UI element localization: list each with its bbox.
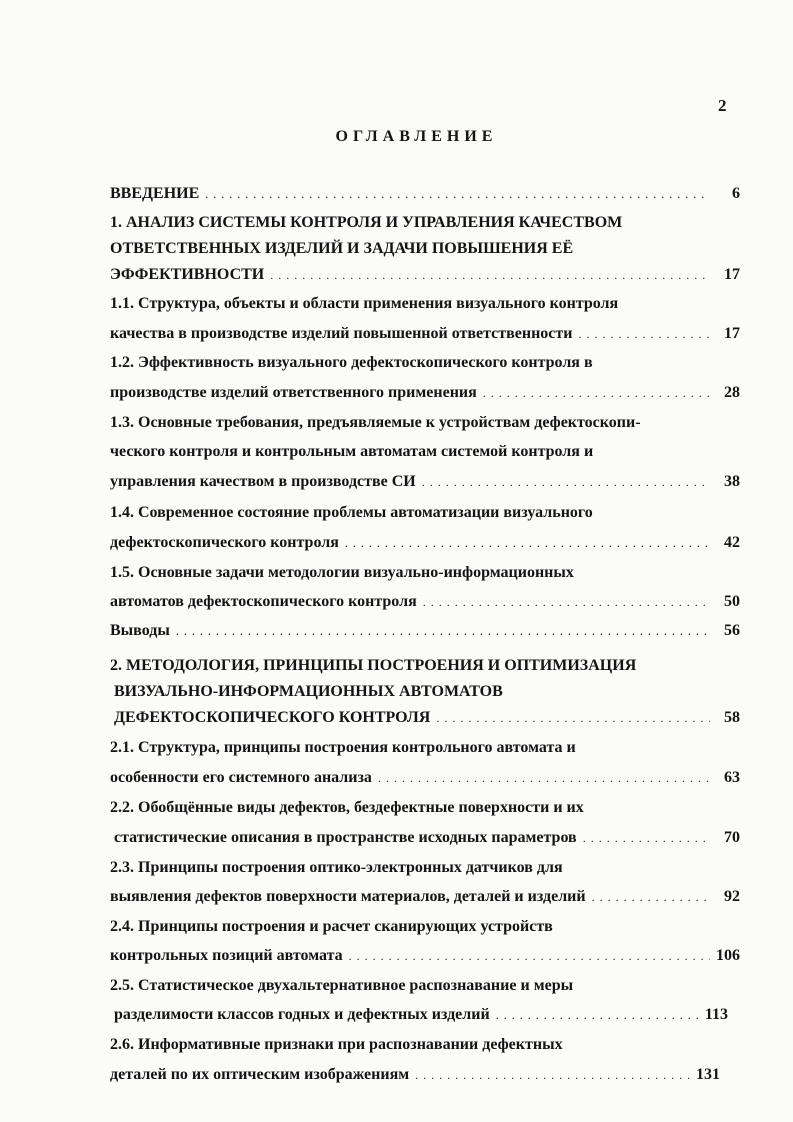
- dot-leader: [592, 886, 710, 908]
- toc-entry-2-4[interactable]: [110, 945, 740, 967]
- toc-entry-1-1[interactable]: [110, 323, 740, 345]
- toc-page-number: 50: [724, 593, 740, 610]
- toc-entry-line: особенности его системного анализа: [110, 769, 372, 786]
- toc-title: ОГЛАВЛЕНИЕ: [335, 128, 498, 145]
- toc-entry-chapter-1-line-2[interactable]: ОТВЕТСТВЕННЫХ ИЗДЕЛИЙ И ЗАДАЧИ ПОВЫШЕНИЯ ЕЁ: [110, 240, 574, 257]
- toc-page-number: 106: [716, 947, 740, 964]
- toc-page-number: 17: [724, 325, 740, 342]
- toc-entry-2-1[interactable]: [110, 767, 740, 789]
- toc-page-number: 38: [724, 473, 740, 490]
- toc-entry-line: статистические описания в пространстве исходных параметров: [114, 829, 577, 846]
- toc-entry-1-5-line-1[interactable]: 1.5. Основные задачи методологии визуально-информационных: [110, 564, 574, 581]
- dot-leader: [422, 471, 710, 493]
- toc-entry-line: деталей по их оптическим изображениям: [110, 1066, 410, 1083]
- toc-entry-1-4-line-1[interactable]: 1.4. Современное состояние проблемы автоматизации визуального: [110, 504, 593, 521]
- toc-entry-line: автоматов дефектоскопического контроля: [110, 593, 417, 610]
- toc-entry-line: ЭФФЕКТИВНОСТИ: [110, 266, 265, 283]
- toc-entry-line: дефектоскопического контроля: [110, 534, 339, 551]
- toc-entry-1-2-line-1[interactable]: 1.2. Эффективность визуального дефектоскопического контроля в: [110, 354, 593, 371]
- toc-entry-1-1-line-1[interactable]: 1.1. Структура, объекты и области применения визуального контроля: [110, 295, 619, 312]
- toc-entry-line: производстве изделий ответственного применения: [110, 384, 477, 401]
- toc-entry-2-4-line-1[interactable]: 2.4. Принципы построения и расчет сканирующих устройств: [110, 918, 553, 935]
- toc-page-number: 17: [724, 266, 740, 283]
- toc-entry-1-5[interactable]: [110, 591, 740, 613]
- dot-leader: [483, 382, 710, 404]
- toc-page-number: 63: [724, 769, 740, 786]
- dot-leader: [496, 1004, 698, 1026]
- toc-page-number: 6: [732, 185, 740, 202]
- page-number: 2: [718, 96, 727, 115]
- toc-page-number: 28: [724, 384, 740, 401]
- toc-entry-line: выявления дефектов поверхности материалов, деталей и изделий: [110, 888, 586, 905]
- toc-entry-chapter-2-line-2[interactable]: ВИЗУАЛЬНО-ИНФОРМАЦИОННЫХ АВТОМАТОВ: [114, 683, 503, 700]
- dot-leader: [176, 620, 710, 642]
- toc-entry-1-2[interactable]: [110, 382, 740, 404]
- toc-page-number: 70: [724, 829, 740, 846]
- toc-entry-chapter-2-line-1[interactable]: 2. МЕТОДОЛОГИЯ, ПРИНЦИПЫ ПОСТРОЕНИЯ И ОПТИМИЗАЦИЯ: [110, 657, 637, 674]
- toc-entry-conclusions[interactable]: [110, 620, 740, 642]
- dot-leader: [583, 827, 710, 849]
- toc-page-number: 42: [724, 534, 740, 551]
- toc-entry-1-4[interactable]: [110, 532, 740, 554]
- toc-page-number: 56: [724, 622, 740, 639]
- toc-entry-2-3-line-1[interactable]: 2.3. Принципы построения оптико-электронных датчиков для: [110, 859, 563, 876]
- dot-leader: [270, 264, 710, 286]
- toc-page-number: 58: [724, 709, 740, 726]
- toc-entry-2-1-line-1[interactable]: 2.1. Структура, принципы построения контрольного автомата и: [110, 739, 576, 756]
- toc-entry-2-5-line-1[interactable]: 2.5. Статистическое двухальтернативное распознавание и меры: [110, 977, 574, 994]
- toc-entry-2-2-line-1[interactable]: 2.2. Обобщённые виды дефектов, бездефектные поверхности и их: [110, 799, 584, 816]
- toc-entry-2-3[interactable]: [110, 886, 740, 908]
- dot-leader: [423, 591, 710, 613]
- dot-leader: [436, 707, 710, 729]
- toc-entry-line: качества в производстве изделий повышенной ответственности: [110, 325, 573, 342]
- dot-leader: [578, 323, 710, 345]
- dot-leader: [415, 1064, 690, 1086]
- toc-entry-chapter-1-line-1[interactable]: 1. АНАЛИЗ СИСТЕМЫ КОНТРОЛЯ И УПРАВЛЕНИЯ КАЧЕСТВОМ: [110, 214, 623, 231]
- toc-entry-line: Выводы: [110, 622, 170, 639]
- toc-entry-line: разделимости классов годных и дефектных изделий: [114, 1006, 490, 1023]
- toc-page-number: 113: [704, 1006, 728, 1023]
- toc-entry-2-5[interactable]: [110, 1004, 728, 1026]
- toc-entry-1-3-line-2[interactable]: ческого контроля и контрольным автоматам системой контроля и: [110, 443, 594, 460]
- toc-entry-chapter-1[interactable]: [110, 264, 740, 286]
- toc-entry-line: управления качеством в производстве СИ: [110, 473, 416, 490]
- toc-page-number: 131: [696, 1066, 720, 1083]
- dot-leader: [349, 945, 710, 967]
- toc-entry-1-3-line-1[interactable]: 1.3. Основные требования, предъявляемые к устройствам дефектоскопи-: [110, 414, 641, 431]
- toc-entry-2-6-line-1[interactable]: 2.6. Информативные признаки при распознавании дефектных: [110, 1036, 563, 1053]
- toc-entry-line: ДЕФЕКТОСКОПИЧЕСКОГО КОНТРОЛЯ: [114, 709, 431, 726]
- dot-leader: [345, 532, 710, 554]
- toc-entry-line: ВВЕДЕНИЕ: [110, 185, 200, 202]
- toc-entry-2-2[interactable]: [110, 827, 740, 849]
- toc-entry-1-3[interactable]: [110, 471, 740, 493]
- toc-entry-chapter-2[interactable]: [110, 707, 740, 729]
- dot-leader: [205, 183, 710, 205]
- dot-leader: [378, 767, 710, 789]
- toc-page-number: 92: [724, 888, 740, 905]
- toc-entry-2-6[interactable]: [110, 1064, 720, 1086]
- toc-entry-introduction[interactable]: [110, 183, 740, 205]
- toc-entry-line: контрольных позиций автомата: [110, 947, 343, 964]
